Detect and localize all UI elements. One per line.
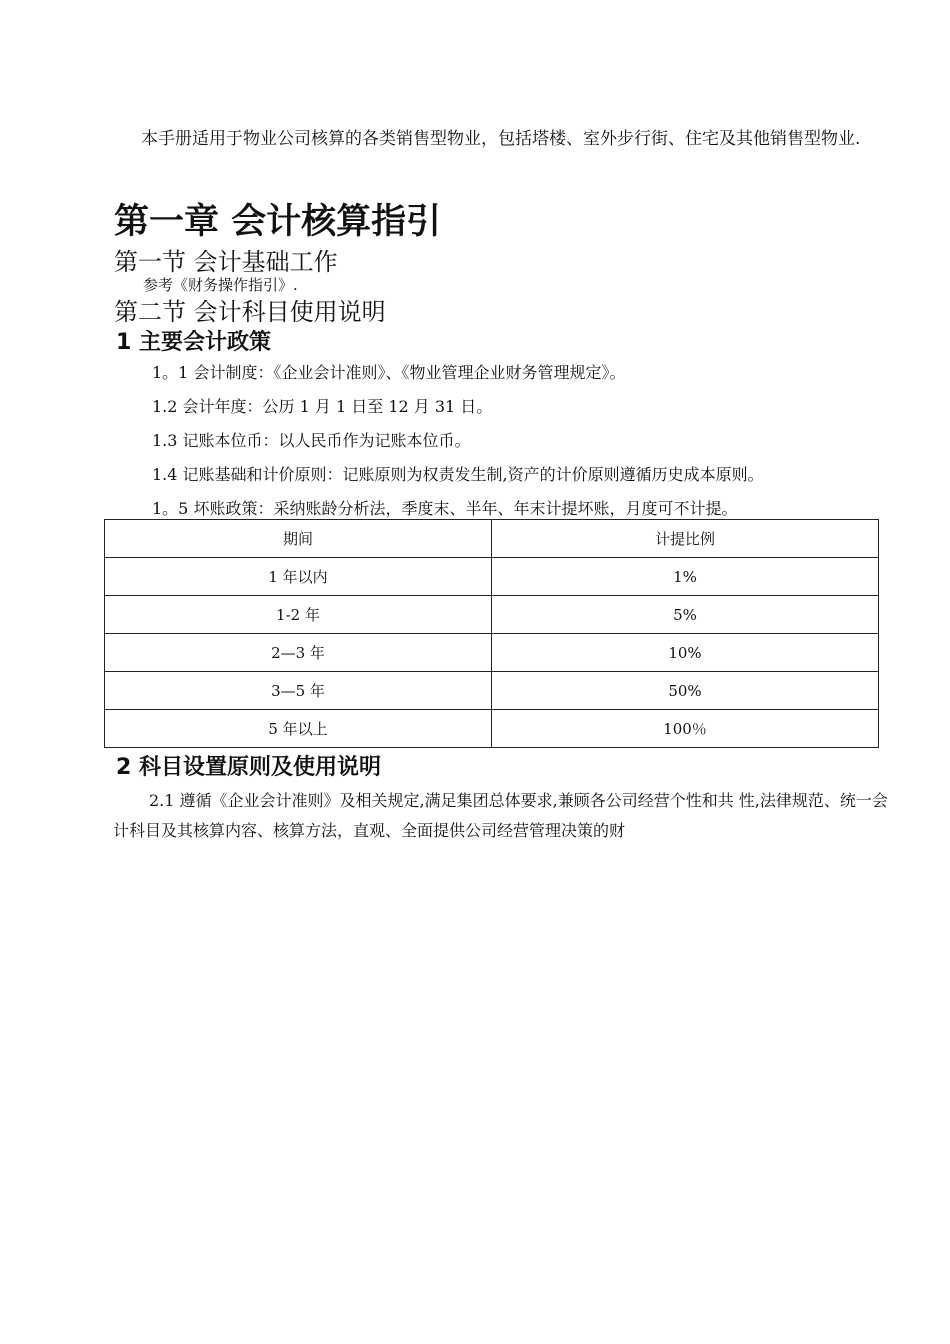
period-cell: 2—3 年	[105, 634, 492, 672]
table-header-row	[105, 520, 879, 558]
accounts-paragraph: 2.1 遵循《企业会计准则》及相关规定,满足集团总体要求,兼顾各公司经营个性和共 性,法律规范、统一会计科目及其核算内容、核算方法，直观、全面提供公司经营管理决策的财	[113, 791, 888, 840]
accounts-heading: 2 科目设置原则及使用说明	[116, 755, 381, 780]
period-cell: 5 年以上	[105, 710, 492, 748]
table-row	[105, 558, 879, 596]
policies-heading: 1 主要会计政策	[116, 330, 271, 355]
policy-item: 1。1 会计制度：《企业会计准则》、《物业管理企业财务管理规定》。	[152, 363, 626, 382]
intro-paragraph: 本手册适用于物业公司核算的各类销售型物业，包括塔楼、室外步行街、住宅及其他销售型物业.	[141, 129, 861, 149]
period-cell: 3—5 年	[105, 672, 492, 710]
policy-item: 1。5 坏账政策：采纳账龄分析法，季度末、半年、年末计提坏账，月度可不计提。	[152, 499, 738, 518]
reference-note: 参考《财务操作指引》.	[143, 276, 298, 294]
table-row	[105, 634, 879, 672]
section-title-1: 第一节 会计基础工作	[114, 248, 338, 276]
policy-item: 1.4 记账基础和计价原则：记账原则为权责发生制,资产的计价原则遵循历史成本原则。	[152, 465, 764, 484]
column-header-rate: 计提比例	[492, 520, 879, 558]
section-title-2: 第二节 会计科目使用说明	[114, 298, 386, 326]
rate-cell: 50%	[492, 672, 879, 710]
rate-cell: 1%	[492, 558, 879, 596]
table-row	[105, 710, 879, 748]
policy-item: 1.2 会计年度：公历 1 月 1 日至 12 月 31 日。	[152, 397, 493, 416]
period-cell: 1 年以内	[105, 558, 492, 596]
chapter-title: 第一章 会计核算指引	[114, 202, 442, 242]
period-cell: 1-2 年	[105, 596, 492, 634]
rate-cell: 100％	[492, 710, 879, 748]
rate-cell: 5%	[492, 596, 879, 634]
table-row	[105, 672, 879, 710]
bad-debt-table	[104, 519, 879, 748]
rate-cell: 10%	[492, 634, 879, 672]
column-header-period: 期间	[105, 520, 492, 558]
policy-item: 1.3 记账本位币：以人民币作为记账本位币。	[152, 431, 471, 450]
table-row	[105, 596, 879, 634]
